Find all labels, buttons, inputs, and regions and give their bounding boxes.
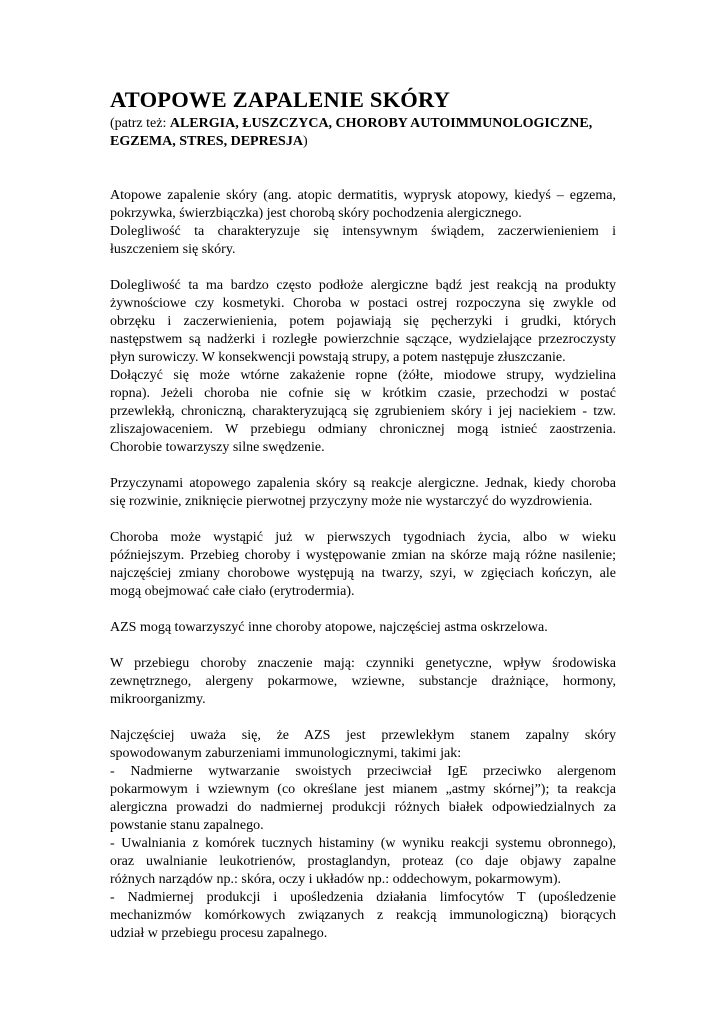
text-line: zewnętrznego, alergeny pokarmowe, wziewne, substancje drażniące, hormony, xyxy=(110,674,616,689)
text-line: spowodowanym zaburzeniami immunologicznymi, takimi jak: xyxy=(110,746,462,761)
see-also-prefix: (patrz też: xyxy=(110,116,170,131)
text-line: się rozwinie, zniknięcie pierwotnej przyczyny może nie wystarczyć do wyzdrowienia. xyxy=(110,494,593,509)
paragraph xyxy=(110,277,616,457)
text-line: późniejszym. Przebieg choroby i występowanie zmian na skórze mają różne nasilenie; xyxy=(110,548,616,563)
paragraph xyxy=(110,727,616,943)
text-line: łuszczeniem się skóry. xyxy=(110,242,236,257)
text-line: pokrzywka, świerzbiączka) jest chorobą skóry pochodzenia alergicznego. xyxy=(110,206,522,221)
document-title: ATOPOWE ZAPALENIE SKÓRY xyxy=(110,87,451,112)
spacer xyxy=(110,151,616,187)
paragraph xyxy=(110,187,616,259)
text-line: mechanizmów komórkowych związanych z reakcją immunologiczną) biorących xyxy=(110,908,616,923)
paragraph xyxy=(110,475,616,511)
text-line: Choroba może wystąpić już w pierwszych tygodniach życia, albo w wieku xyxy=(110,530,616,545)
text-line: alergiczna prowadzi do nadmiernej produkcji różnych białek odpowiedzialnych za xyxy=(110,800,616,815)
text-line: mikroorganizmy. xyxy=(110,692,206,707)
text-line: - Nadmiernej produkcji i upośledzenia działania limfocytów T (upośledzenie xyxy=(110,890,616,905)
text-line: zliszajowaceniem. W przebiegu odmiany chronicznej mogą istnieć zaostrzenia. xyxy=(110,422,616,437)
text-line: żywnościowe czy kosmetyki. Choroba w postaci ostrej rozpoczyna się zwykle od xyxy=(110,296,616,311)
paragraph xyxy=(110,529,616,601)
paragraph xyxy=(110,619,616,637)
paragraph-gap xyxy=(110,259,616,277)
text-line: następstwem są nadżerki i rozległe powierzchnie sączące, wydzielające przezroczysty xyxy=(110,332,616,347)
see-also-topics: ALERGIA, ŁUSZCZYCA, CHOROBY AUTOIMMUNOLOGICZNE, EGZEMA, STRES, DEPRESJA xyxy=(110,116,593,149)
text-line: - Uwalniania z komórek tucznych histaminy (w wyniku reakcji systemu obronnego), xyxy=(110,836,616,851)
text-line: udział w przebiegu procesu zapalnego. xyxy=(110,926,328,941)
document-body xyxy=(110,187,616,943)
text-line: W przebiegu choroby znaczenie mają: czynniki genetyczne, wpływ środowiska xyxy=(110,656,616,671)
text-line: płyn surowiczy. W konsekwencji powstają strupy, a potem następuje złuszczanie. xyxy=(110,350,566,365)
text-line: przewlekłą, chroniczną, charakteryzującą się zgrubieniem skóry i jej naciekiem - tzw. xyxy=(110,404,616,419)
text-line: Najczęściej uważa się, że AZS jest przewlekłym stanem zapalny skóry xyxy=(110,728,616,743)
text-line: - Nadmierne wytwarzanie swoistych przeciwciał IgE przeciwko alergenom xyxy=(110,764,616,779)
paragraph xyxy=(110,655,616,709)
text-line: najczęściej zmiany chorobowe występują na twarzy, szyi, w zgięciach kończyn, ale xyxy=(110,566,616,581)
text-line: Przyczynami atopowego zapalenia skóry są reakcje alergiczne. Jednak, kiedy choroba xyxy=(110,476,616,491)
text-line: Dołączyć się może wtórne zakażenie ropne (żółte, miodowe strupy, wydzielina xyxy=(110,368,616,383)
text-line: Dolegliwość ta ma bardzo często podłoże alergiczne bądź jest reakcją na produkty xyxy=(110,278,616,293)
text-line: mogą obejmować całe ciało (erytrodermia). xyxy=(110,584,355,599)
paragraph-gap xyxy=(110,457,616,475)
paragraph-gap xyxy=(110,637,616,655)
text-line: oraz uwalnianie leukotrienów, prostaglandyn, proteaz (co daje objawy zapalne xyxy=(110,854,616,869)
text-line: różnych narządów np.: skóra, oczy i układów np.: oddechowym, pokarmowym). xyxy=(110,872,561,887)
see-also-note xyxy=(110,115,616,151)
text-line: ropna). Jeżeli choroba nie cofnie się w krótkim czasie, przechodzi w postać xyxy=(110,386,616,401)
paragraph-gap xyxy=(110,511,616,529)
text-line: Chorobie towarzyszy silne swędzenie. xyxy=(110,440,325,455)
text-line: AZS mogą towarzyszyć inne choroby atopowe, najczęściej astma oskrzelowa. xyxy=(110,620,548,635)
text-line: Atopowe zapalenie skóry (ang. atopic dermatitis, wyprysk atopowy, kiedyś – egzema, xyxy=(110,188,616,203)
text-line: obrzęku i zaczerwienienia, potem pojawiają się pęcherzyki i grudki, których xyxy=(110,314,616,329)
paragraph-gap xyxy=(110,601,616,619)
text-line: Dolegliwość ta charakteryzuje się intensywnym świądem, zaczerwienieniem i xyxy=(110,224,616,239)
text-line: pokarmowym i wziewnym (co określane jest mianem „astmy skórnej”); ta reakcja xyxy=(110,782,616,797)
see-also-suffix: ) xyxy=(302,134,308,149)
paragraph-gap xyxy=(110,709,616,727)
text-line: powstanie stanu zapalnego. xyxy=(110,818,264,833)
